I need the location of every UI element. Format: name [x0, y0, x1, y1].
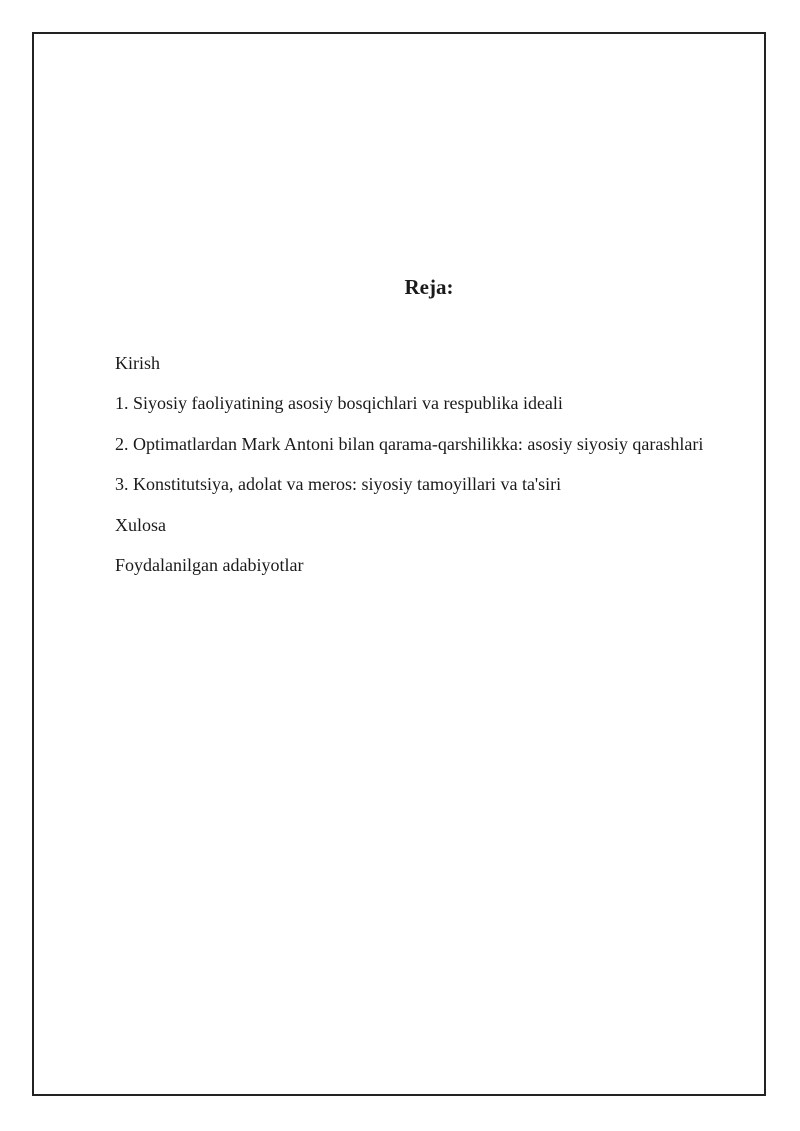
- toc-item-chapter-3: 3. Konstitutsiya, adolat va meros: siyosiy tamoyillari va ta'siri: [115, 474, 562, 495]
- toc-item-chapter-2: 2. Optimatlardan Mark Antoni bilan qarama-qarshilikka: asosiy siyosiy qarashlari: [115, 433, 704, 454]
- toc-item-references: Foydalanilgan adabiyotlar: [115, 554, 304, 575]
- page-title: Reja:: [404, 275, 454, 299]
- table-of-contents: [115, 349, 703, 591]
- toc-item-conclusion: Xulosa: [115, 514, 166, 535]
- toc-item-chapter-1: 1. Siyosiy faoliyatining asosiy bosqichlari va respublika ideali: [115, 393, 563, 414]
- toc-item-introduction: Kirish: [115, 353, 160, 373]
